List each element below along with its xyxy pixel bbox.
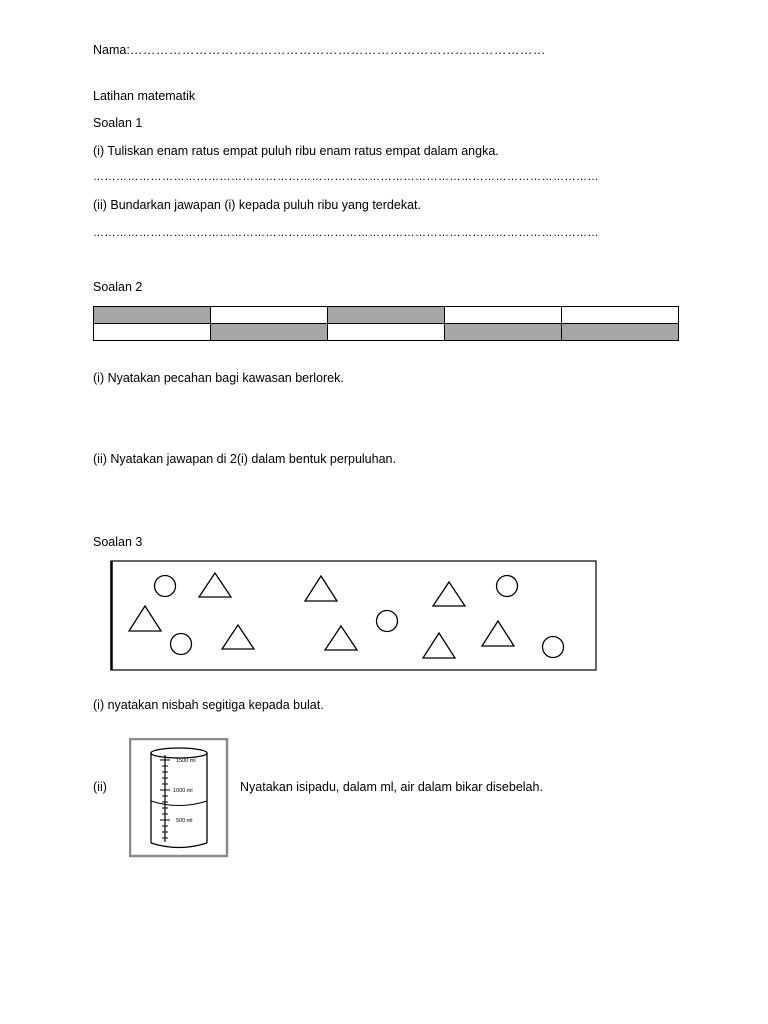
grid-cell-shaded	[211, 324, 328, 341]
beaker-label-1500: 1500 ml	[176, 758, 196, 764]
name-label: Nama:	[93, 43, 130, 57]
grid-cell-blank	[445, 307, 562, 324]
beaker-label-500: 500 ml	[176, 818, 193, 824]
grid-cell-shaded	[94, 307, 211, 324]
triangle-shape	[222, 625, 254, 649]
grid-cell-shaded	[445, 324, 562, 341]
q1-answer-line-ii[interactable]: ……………………………………………………………………………………………………………………	[93, 227, 599, 239]
circle-shape	[497, 576, 518, 597]
triangle-shape	[423, 633, 455, 658]
name-field[interactable]	[93, 43, 546, 57]
circle-shape	[543, 637, 564, 658]
worksheet-title: Latihan matematik	[93, 89, 196, 103]
grid-cell-shaded	[562, 324, 679, 341]
q3-part-ii-label: (ii)	[93, 780, 107, 794]
triangle-shape	[433, 582, 465, 606]
circle-shape	[377, 611, 398, 632]
q3-heading: Soalan 3	[93, 535, 143, 549]
grid-cell-blank	[211, 307, 328, 324]
grid-cell-blank	[562, 307, 679, 324]
grid-row	[94, 307, 679, 324]
name-answer-line[interactable]: ……………………………………………………………………………………	[129, 43, 546, 57]
grid-cell-blank	[94, 324, 211, 341]
grid-cell-shaded	[328, 307, 445, 324]
triangle-shape	[199, 573, 231, 597]
triangle-shape	[129, 606, 161, 631]
triangle-shape	[482, 621, 514, 646]
q2-part-ii: (ii) Nyatakan jawapan di 2(i) dalam bentuk perpuluhan.	[93, 452, 396, 466]
beaker-label-1000: 1000 ml	[173, 788, 193, 794]
q1-heading: Soalan 1	[93, 116, 143, 130]
fraction-grid	[93, 306, 679, 341]
beaker-image	[129, 738, 229, 858]
q1-part-i: (i) Tuliskan enam ratus empat puluh ribu enam ratus empat dalam angka.	[93, 144, 499, 158]
q2-part-i: (i) Nyatakan pecahan bagi kawasan berlorek.	[93, 371, 344, 385]
triangle-shape	[305, 576, 337, 601]
q1-part-ii: (ii) Bundarkan jawapan (i) kepada puluh ribu yang terdekat.	[93, 198, 421, 212]
q2-heading: Soalan 2	[93, 280, 143, 294]
triangle-shape	[325, 626, 357, 650]
shapes-diagram	[110, 560, 598, 672]
grid-row	[94, 324, 679, 341]
q1-answer-line-i[interactable]: ……………………………………………………………………………………………………………………	[93, 171, 599, 183]
circle-shape	[155, 576, 176, 597]
grid-cell-blank	[328, 324, 445, 341]
q3-part-ii: Nyatakan isipadu, dalam ml, air dalam bikar disebelah.	[240, 780, 543, 794]
circle-shape	[171, 634, 192, 655]
q3-part-i: (i) nyatakan nisbah segitiga kepada bulat.	[93, 698, 324, 712]
